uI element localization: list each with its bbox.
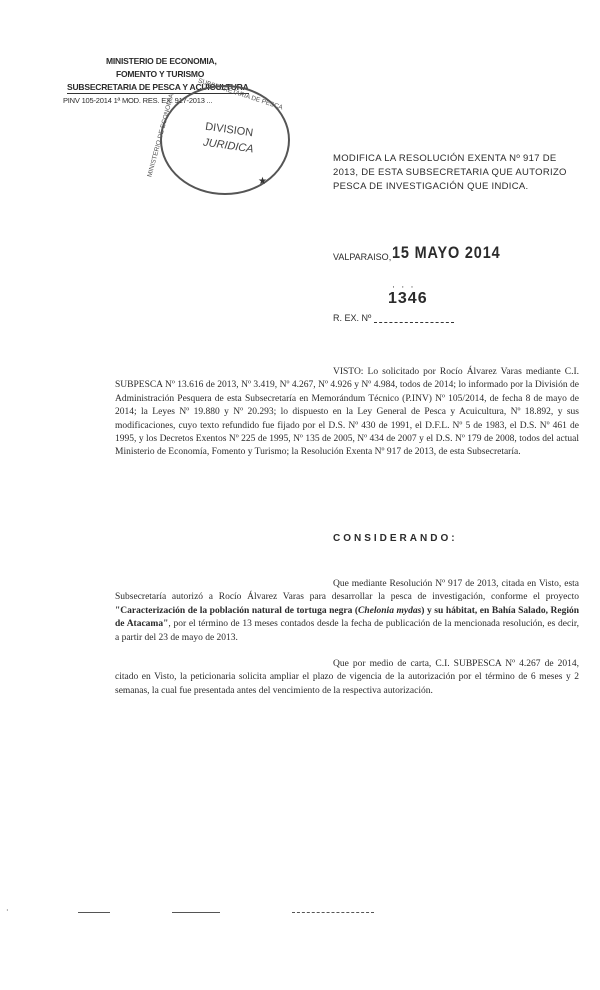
p1-lead: Que mediante Resolución Nº 917 de 2013, xyxy=(333,579,499,589)
stamp-ring-left: MINISTERIO DE ECONOMIA xyxy=(146,93,176,178)
p2-text: de 2014, citado en Visto, la peticionaria solicita ampliar el plazo de vigencia de la autorización por el término de 6 meses y 2 semanas, la cual fue presentada antes del vencimiento de la respectiva autorización. xyxy=(115,659,580,696)
footer-line-2 xyxy=(172,912,220,913)
p1-text2: , por el término de 13 meses contados desde la fecha de publicación de la mencionada resolución, es decir, a partir del 23 de mayo de 2013. xyxy=(115,619,579,643)
stamp-ring-top: SUBSECRETARIA DE PESCA xyxy=(197,77,284,112)
header-ministry: MINISTERIO DE ECONOMIA, xyxy=(106,56,217,66)
header-ministry-sub: FOMENTO Y TURISMO xyxy=(116,69,205,79)
dots-mark: · · · xyxy=(392,282,416,292)
resolution-number: 1346 xyxy=(388,290,428,307)
considerando-paragraph-2 xyxy=(115,658,579,698)
considerando-heading: CONSIDERANDO: xyxy=(333,533,458,544)
p1-species: Chelonia mydas xyxy=(358,605,422,616)
footer-line-3 xyxy=(292,912,374,913)
visto-text: Lo solicitado por Rocío Álvarez Varas mediante C.I. SUBPESCA Nº 13.616 de 2013, Nº 3.419, Nº 4.267, Nº 4.926 y Nº 4.984, todos de 2014; lo informado por la División de Administración Pesquera de esta Subsecretaría en Memorándum Técnico (P.INV) Nº 105/2014, de fecha 8 de mayo de 2014; la Leyes Nº 19.880 y Nº 20.293; lo dispuesto en la Ley General de Pesca y Acuicultura, Nº 18.892, y sus modificaciones, cuyo texto refundido fue fijado por el D.S. Nº 430 de 1991, el D.F.L. Nº 5 de 1983, el D.S. Nº 461 de 1995, y los Decretos Exentos Nº 225 de 1995, Nº 135 de 2005, Nº 434 de 2007 y el D.S. Nº 179 de 2008, todos del actual Ministerio de Economía, Fomento y Turismo; la Resolución Exenta Nº 917 de 2013, de esta Subsecretaría. xyxy=(115,367,579,458)
header-subsecretaria: SUBSECRETARIA DE PESCA Y ACUICULTURA xyxy=(67,82,249,92)
footer-mark: · xyxy=(6,906,9,915)
place: VALPARAISO, xyxy=(333,252,392,262)
visto-paragraph xyxy=(115,366,579,460)
footer-line-1 xyxy=(78,912,110,913)
stamp-line-division: DIVISION xyxy=(204,120,254,140)
date-stamp: 15 MAYO 2014 xyxy=(392,243,501,262)
header-reference: PINV 105-2014 1ª MOD. RES. EX. 917-2013 ... xyxy=(63,96,213,105)
p1-bold-a: "Caracterización de la población natural de tortuga negra ( xyxy=(115,605,359,616)
resolution-number-line xyxy=(374,322,454,323)
stamp-line-juridica: JURIDICA xyxy=(202,136,255,156)
p2-lead: Que por medio de carta, C.I. SUBPESCA Nº 4.267 xyxy=(333,659,541,669)
considerando-paragraph-1 xyxy=(115,578,579,645)
resolution-subject: MODIFICA LA RESOLUCIÓN EXENTA Nº 917 DE 2013, DE ESTA SUBSECRETARIA QUE AUTORIZO PESCA DE INVESTIGACIÓN QUE INDICA. xyxy=(333,153,567,192)
visto-lead: VISTO: xyxy=(333,367,364,377)
stamp-star-icon: ★ xyxy=(258,176,267,187)
p1-text1: citada en Visto, esta Subsecretaría autorizó a Rocío Álvarez Varas para desarrollar la pesca de investigación, conforme el proyecto xyxy=(115,579,580,603)
p1-bold-b: ) y su hábitat, en Bahía Salado, Región de Atacama" xyxy=(115,605,579,630)
resolution-label: R. EX. Nº xyxy=(333,313,372,323)
